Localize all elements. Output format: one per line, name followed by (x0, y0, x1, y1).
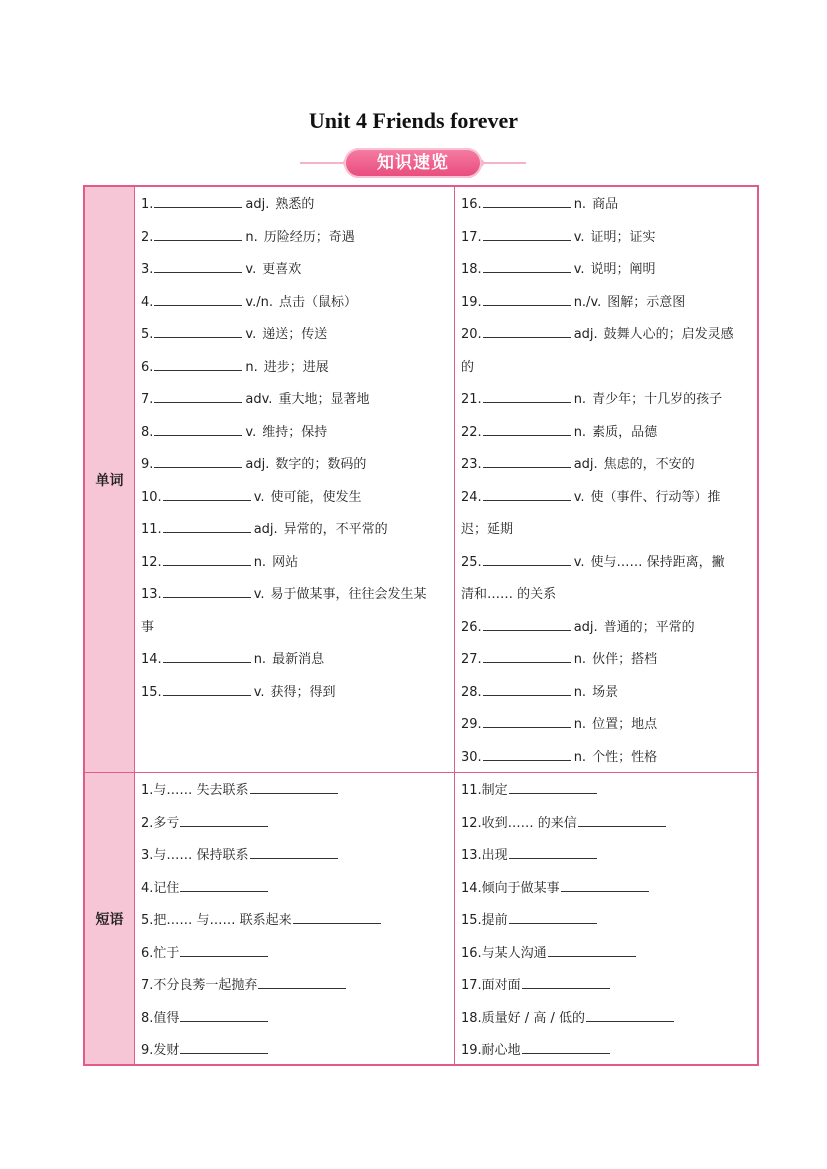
phrase-label: 短语 (85, 773, 135, 1064)
vocab-item-continuation: 的 (461, 359, 475, 375)
answer-blank[interactable] (293, 908, 381, 924)
answer-blank[interactable] (154, 257, 242, 273)
item-number: 13. (141, 587, 162, 602)
item-number: 22. (461, 424, 482, 440)
meaning: 焦虑的，不安的 (603, 457, 695, 472)
part-of-speech: v. (253, 489, 265, 505)
part-of-speech: adj. (253, 522, 278, 537)
part-of-speech: v. (573, 489, 585, 505)
phrase-text: 12.收到…… 的来信 (461, 815, 577, 831)
answer-blank[interactable] (483, 647, 571, 663)
phrase-item (461, 1003, 751, 1036)
item-number: 14. (141, 652, 162, 667)
meaning: 获得；得到 (270, 684, 336, 700)
vocab-item (461, 189, 751, 222)
meaning: 说明；阐明 (590, 262, 656, 277)
item-number: 25. (461, 554, 482, 570)
answer-blank[interactable] (154, 192, 242, 208)
vocab-item-continuation: 事 (141, 619, 155, 635)
banner-line-right (478, 162, 526, 164)
answer-blank[interactable] (509, 778, 597, 794)
item-number: 4. (141, 294, 154, 310)
item-number: 20. (461, 327, 482, 342)
part-of-speech: v. (253, 684, 265, 700)
answer-blank[interactable] (561, 876, 649, 892)
answer-blank[interactable] (163, 680, 251, 696)
vocab-item (141, 514, 448, 547)
phrase-item (461, 970, 751, 1003)
part-of-speech: adj. (573, 457, 598, 472)
part-of-speech: n. (573, 392, 587, 407)
answer-blank[interactable] (483, 712, 571, 728)
vocab-item (141, 482, 448, 515)
section-banner (0, 146, 827, 180)
meaning: 进步；进展 (263, 359, 329, 375)
meaning: 使与…… 保持距离，撇 (590, 554, 725, 570)
phrase-text: 18.质量好 / 高 / 低的 (461, 1010, 585, 1026)
item-number: 16. (461, 197, 482, 212)
answer-blank[interactable] (483, 290, 571, 306)
answer-blank[interactable] (154, 225, 242, 241)
banner-label: 知识速览 (344, 148, 482, 178)
answer-blank[interactable] (483, 550, 571, 566)
phrase-item (461, 840, 751, 873)
vocab-item (141, 319, 448, 352)
banner-line-left (300, 162, 348, 164)
phrase-section (85, 773, 757, 1064)
phrase-text: 2.多亏 (141, 815, 180, 831)
part-of-speech: adj. (245, 197, 270, 212)
answer-blank[interactable] (483, 420, 571, 436)
meaning: 青少年；十几岁的孩子 (592, 392, 723, 407)
answer-blank[interactable] (154, 322, 242, 338)
part-of-speech: adj. (573, 619, 598, 635)
item-number: 21. (461, 392, 482, 407)
knowledge-table (83, 185, 759, 1066)
answer-blank[interactable] (548, 941, 636, 957)
meaning: 历险经历；奇遇 (263, 229, 355, 245)
answer-blank[interactable] (483, 387, 571, 403)
vocab-item (461, 384, 751, 417)
vocab-item (141, 677, 448, 710)
phrase-text: 6.忙于 (141, 945, 180, 961)
answer-blank[interactable] (586, 1006, 674, 1022)
vocab-item (141, 287, 448, 320)
phrase-item (141, 970, 448, 1003)
part-of-speech: v. (245, 262, 257, 277)
meaning: 易于做某事，往往会发生某 (270, 587, 427, 602)
meaning: 维持；保持 (262, 424, 328, 440)
answer-blank[interactable] (509, 843, 597, 859)
phrase-item (141, 1003, 448, 1036)
meaning: 使可能，使发生 (270, 489, 362, 505)
meaning: 商品 (592, 197, 619, 212)
part-of-speech: adj. (573, 327, 598, 342)
phrase-text: 17.面对面 (461, 978, 521, 993)
phrase-item (461, 808, 751, 841)
answer-blank[interactable] (180, 876, 268, 892)
vocab-item (141, 384, 448, 417)
phrase-text: 7.不分良莠一起抛弃 (141, 978, 258, 993)
part-of-speech: adv. (245, 392, 273, 407)
vocab-item (461, 742, 751, 775)
vocab-right-column (455, 187, 757, 772)
phrase-text: 19.耐心地 (461, 1043, 521, 1058)
item-number: 3. (141, 262, 154, 277)
answer-blank[interactable] (180, 1038, 268, 1054)
vocab-item (141, 417, 448, 450)
phrase-text: 1.与…… 失去联系 (141, 783, 249, 798)
meaning: 位置；地点 (592, 717, 658, 732)
meaning: 场景 (592, 684, 619, 700)
item-number: 27. (461, 652, 482, 667)
vocab-item (461, 319, 751, 352)
meaning: 素质，品德 (592, 424, 658, 440)
vocab-item-continuation: 迟；延期 (461, 522, 514, 537)
item-number: 2. (141, 229, 154, 245)
phrase-text: 16.与某人沟通 (461, 945, 547, 961)
answer-blank[interactable] (509, 908, 597, 924)
part-of-speech: v. (573, 262, 585, 277)
item-number: 23. (461, 457, 482, 472)
part-of-speech: v. (245, 424, 257, 440)
answer-blank[interactable] (154, 355, 242, 371)
answer-blank[interactable] (483, 192, 571, 208)
answer-blank[interactable] (483, 322, 571, 338)
item-number: 10. (141, 489, 162, 505)
vocab-section (85, 187, 757, 773)
answer-blank[interactable] (483, 745, 571, 761)
vocab-item (461, 287, 751, 320)
answer-blank[interactable] (154, 452, 242, 468)
part-of-speech: v. (245, 327, 257, 342)
meaning: 使（事件、行动等）推 (590, 489, 721, 505)
part-of-speech: n. (573, 749, 587, 765)
phrase-text: 8.值得 (141, 1010, 180, 1026)
phrase-item (461, 873, 751, 906)
vocab-item (461, 677, 751, 710)
phrase-text: 3.与…… 保持联系 (141, 848, 249, 863)
meaning: 图解；示意图 (607, 294, 686, 310)
phrase-item (461, 1035, 751, 1068)
answer-blank[interactable] (250, 778, 338, 794)
answer-blank[interactable] (522, 1038, 610, 1054)
vocab-item (461, 482, 751, 515)
meaning: 最新消息 (272, 652, 325, 667)
answer-blank[interactable] (163, 550, 251, 566)
vocab-label: 单词 (85, 187, 135, 772)
phrase-item (141, 775, 448, 808)
meaning: 网站 (272, 554, 299, 570)
answer-blank[interactable] (163, 517, 251, 533)
meaning: 证明；证实 (590, 229, 656, 245)
vocab-item (461, 612, 751, 645)
phrase-right-column (455, 773, 757, 1064)
item-number: 30. (461, 749, 482, 765)
phrase-item (141, 938, 448, 971)
part-of-speech: n. (573, 717, 587, 732)
meaning: 递送；传送 (262, 327, 328, 342)
meaning: 个性；性格 (592, 749, 658, 765)
answer-blank[interactable] (483, 615, 571, 631)
vocab-item (461, 709, 751, 742)
vocab-item (461, 644, 751, 677)
phrase-item (141, 905, 448, 938)
part-of-speech: n. (245, 229, 258, 245)
answer-blank[interactable] (163, 647, 251, 663)
answer-blank[interactable] (522, 973, 610, 989)
answer-blank[interactable] (163, 582, 251, 598)
vocab-item (461, 417, 751, 450)
answer-blank[interactable] (154, 290, 242, 306)
answer-blank[interactable] (483, 257, 571, 273)
part-of-speech: n. (573, 684, 587, 700)
vocab-item (141, 579, 448, 612)
meaning: 熟悉的 (275, 197, 315, 212)
phrase-item (141, 840, 448, 873)
vocab-item (461, 547, 751, 580)
vocab-item (461, 222, 751, 255)
vocab-item (461, 254, 751, 287)
item-number: 6. (141, 359, 154, 375)
vocab-item (141, 644, 448, 677)
item-number: 26. (461, 619, 482, 635)
answer-blank[interactable] (483, 680, 571, 696)
part-of-speech: n. (573, 424, 587, 440)
part-of-speech: v. (253, 587, 265, 602)
item-number: 28. (461, 684, 482, 700)
item-number: 29. (461, 717, 482, 732)
answer-blank[interactable] (180, 1006, 268, 1022)
phrase-item (461, 905, 751, 938)
phrase-item (461, 775, 751, 808)
part-of-speech: n. (573, 197, 587, 212)
item-number: 19. (461, 294, 482, 310)
phrase-text: 11.制定 (461, 783, 508, 798)
answer-blank[interactable] (258, 973, 346, 989)
vocab-item-continuation: 清和…… 的关系 (461, 587, 557, 602)
phrase-text: 13.出现 (461, 848, 508, 863)
meaning: 更喜欢 (262, 262, 302, 277)
item-number: 24. (461, 489, 482, 505)
phrase-text: 9.发财 (141, 1043, 180, 1058)
item-number: 18. (461, 262, 482, 277)
item-number: 17. (461, 229, 482, 245)
item-number: 9. (141, 457, 154, 472)
answer-blank[interactable] (483, 452, 571, 468)
answer-blank[interactable] (180, 941, 268, 957)
vocab-item (141, 449, 448, 482)
vocab-item (141, 254, 448, 287)
part-of-speech: n. (245, 359, 258, 375)
part-of-speech: v. (573, 229, 585, 245)
vocab-item (141, 189, 448, 222)
phrase-item (141, 873, 448, 906)
part-of-speech: n. (253, 554, 267, 570)
answer-blank[interactable] (483, 485, 571, 501)
phrase-text: 14.倾向于做某事 (461, 880, 560, 896)
vocab-item (141, 352, 448, 385)
meaning: 伙伴；搭档 (592, 652, 658, 667)
part-of-speech: n. (573, 652, 587, 667)
phrase-item (141, 808, 448, 841)
meaning: 点击（鼠标） (278, 294, 357, 310)
item-number: 11. (141, 522, 162, 537)
item-number: 1. (141, 197, 154, 212)
item-number: 12. (141, 554, 162, 570)
vocab-left-column (135, 187, 455, 772)
phrase-item (461, 938, 751, 971)
phrase-item (141, 1035, 448, 1068)
part-of-speech: v./n. (245, 294, 273, 310)
part-of-speech: n./v. (573, 294, 602, 310)
answer-blank[interactable] (250, 843, 338, 859)
item-number: 15. (141, 684, 162, 700)
item-number: 5. (141, 327, 154, 342)
page-title: Unit 4 Friends forever (308, 108, 519, 133)
item-number: 7. (141, 392, 154, 407)
vocab-item (141, 547, 448, 580)
answer-blank[interactable] (578, 811, 666, 827)
phrase-text: 5.把…… 与…… 联系起来 (141, 913, 292, 928)
item-number: 8. (141, 424, 154, 440)
answer-blank[interactable] (154, 387, 242, 403)
phrase-text: 4.记住 (141, 880, 180, 896)
meaning: 数字的；数码的 (275, 457, 367, 472)
meaning: 鼓舞人心的；启发灵感 (603, 327, 734, 342)
answer-blank[interactable] (163, 485, 251, 501)
phrase-text: 15.提前 (461, 913, 508, 928)
answer-blank[interactable] (483, 225, 571, 241)
phrase-left-column (135, 773, 455, 1064)
meaning: 重大地；显著地 (278, 392, 370, 407)
vocab-item (461, 449, 751, 482)
part-of-speech: adj. (245, 457, 270, 472)
meaning: 普通的；平常的 (603, 619, 695, 635)
part-of-speech: v. (573, 554, 585, 570)
vocab-item (141, 222, 448, 255)
meaning: 异常的，不平常的 (283, 522, 388, 537)
answer-blank[interactable] (180, 811, 268, 827)
part-of-speech: n. (253, 652, 267, 667)
answer-blank[interactable] (154, 420, 242, 436)
